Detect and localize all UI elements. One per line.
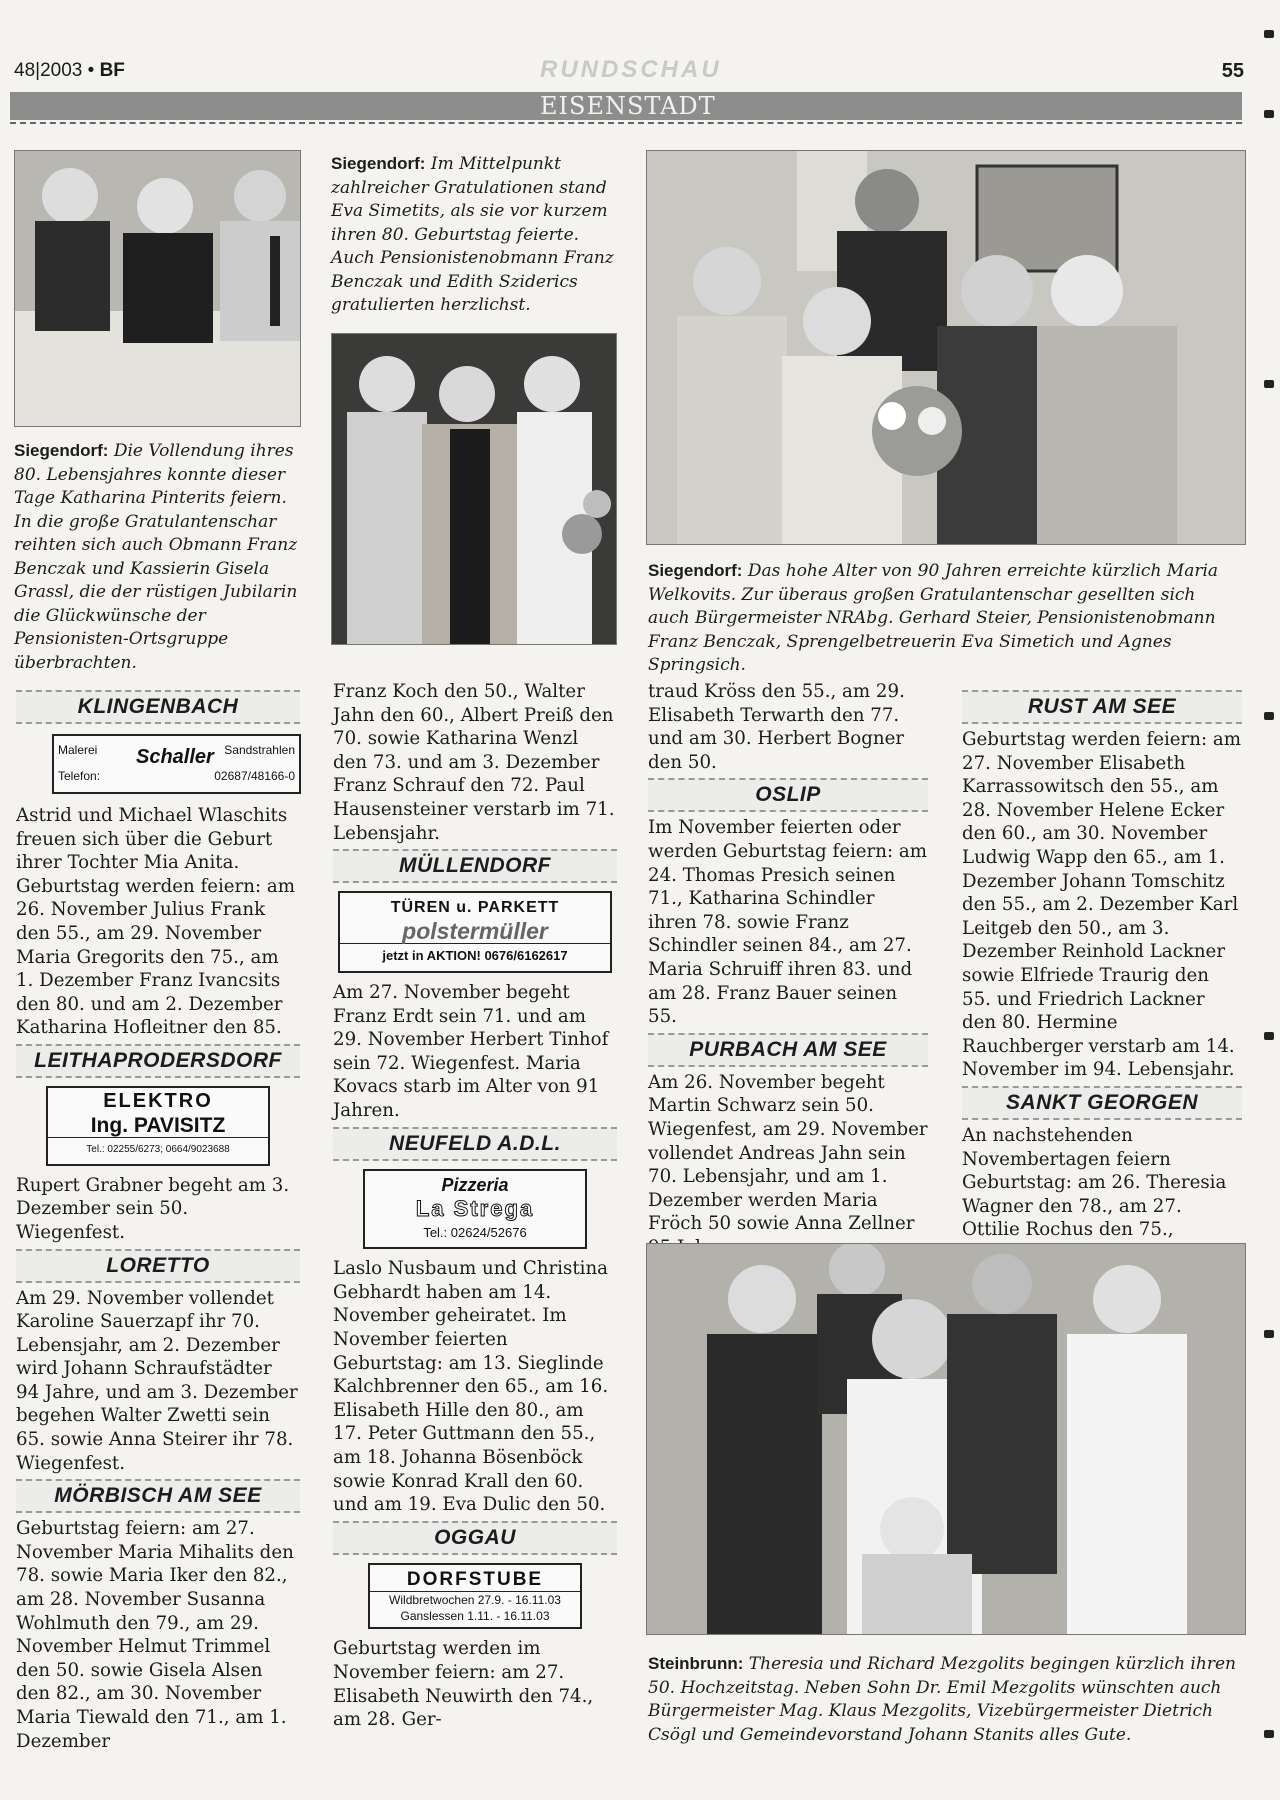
photo-simetits-image [332,334,616,644]
ad-la-strega-logo: La Strega [415,1196,535,1222]
heading-oslip: OSLIP [648,778,928,812]
caption-welkovits-text: Das hohe Alter von 90 Jahren erreichte kürzlich Maria Welkovits. Zur überaus großen Gratulantenschar gesellten sich auch Bürgermeister NRAbg. Gerhard Steier, Pensionistenobmann Franz Benczak, Sprengelbetreuerin Eva Simetich und Agnes Springsich. [648,561,1219,675]
header-divider [10,122,1242,124]
text-moerbisch: Geburtstag feiern: am 27. November Maria Mihalits den 78. sowie Maria Iker den 82., am 28. November Susanna Wohlmuth den 79., am 29. November Helmut Trimmel den 50. sowie Gisela Alsen den 82., am 30. November Maria Tiewald den 71., am 1. Dezember [16,1518,294,1752]
scan-mark [1264,110,1274,118]
heading-moerbisch: MÖRBISCH AM SEE [16,1479,300,1513]
column-4 [962,686,1242,1242]
scan-mark [1264,712,1274,720]
caption-welkovits [648,559,1242,678]
caption-pinterits-text: Die Vollendung ihres 80. Lebensjahres konnte dieser Tage Katharina Pinterits feiern. In die große Gratulantenschar reihten sich auch Obmann Franz Benczak und Kassierin Gisela Grassl, die der rüstigen Jubilarin die Glückwünsche der Pensionisten-Ortsgruppe überbrachten. [14,441,298,673]
heading-loretto: LORETTO [16,1249,300,1283]
photo-pinterits-image [15,151,300,426]
text-leithaprodersdorf: Rupert Grabner begeht am 3. Dezember sein 50. Wiegenfest. [16,1174,290,1243]
text-rust: Geburtstag werden feiern: am 27. November Elisabeth Karrassowitsch den 55., am 28. November Helene Ecker den 60., am 30. November Ludwig Wapp den 65., am 1. Dezember Johann Tomschitz den 55., am 2. Dezember Karl Leitgeb den 50., am 3. Dezember Reinhold Lackner sowie Elfriede Traurig den 55. und Friedrich Lackner den 80. Hermine Rauchberger verstarb am 14. November im 94. Lebensjahr. [962,729,1241,1081]
ad-polstermueller [338,891,612,973]
photo-welkovits [646,150,1246,545]
ad-schaller-line1: Malerei [58,743,98,757]
heading-klingenbach: KLINGENBACH [16,690,300,724]
photo-simetits [331,333,617,645]
ad-la-strega-phone: Tel.: 02624/52676 [423,1224,527,1240]
text-continued-col3: traud Kröss den 55., am 29. Elisabeth Terwarth den 77. und am 30. Herbert Bogner den 50. [648,681,905,773]
brand-label: BF [99,60,125,81]
photo-mezgolits-image [647,1244,1245,1634]
text-oslip: Im November feierten oder werden Geburtstag feiern: am 24. Thomas Presich seinen 71., Katharina Schindler ihren 78. sowie Franz Schindler seinen 84., am 27. Maria Schruiff ihren 83. und am 28. Franz Bauer seinen 55. [648,817,927,1028]
ad-schaller-line2: Sandstrahlen [224,743,295,757]
photo-mezgolits [646,1243,1246,1635]
column-3 [648,680,928,1259]
text-muellendorf: Am 27. November begeht Franz Erdt sein 71. und am 29. November Herbert Tinhof sein 72. Wiegenfest. Maria Kovacs starb im Alter von 91 Jahren. [333,981,609,1121]
ad-la-strega-line1: Pizzeria [441,1174,509,1195]
heading-neufeld: NEUFELD A.D.L. [333,1127,617,1161]
caption-mezgolits-text: Theresia und Richard Mezgolits begingen kürzlich ihren 50. Hochzeitstag. Neben Sohn Dr. Emil Mezgolits wünschten auch Bürgermeister Mag. Klaus Mezgolits, Vizebürgermeister Dietrich Csögl und Gemeindevorstand Johann Stanits alles Gute. [648,1654,1236,1745]
heading-rust: RUST AM SEE [962,690,1242,724]
region-banner [10,92,1242,120]
heading-sankt-georgen: SANKT GEORGEN [962,1086,1242,1120]
text-purbach: Am 26. November begeht Martin Schwarz sein 50. Wiegenfest, am 29. November vollendet Andreas Jahn sein 70. Lebensjahr, und am 1. Dezember werden Maria Fröch 50 sowie Anna Zellner [648,1071,928,1235]
caption-simetits-place: Siegendorf: [331,154,426,173]
ad-schaller-line3: Telefon: [58,769,101,784]
caption-pinterits [14,439,299,675]
ad-dorfstube-line1: Wildbretwochen 27.9. - 16.11.03 [389,1593,561,1608]
heading-purbach: PURBACH AM SEE [648,1033,928,1067]
column-2 [333,680,617,1732]
ad-la-strega [363,1169,587,1250]
caption-welkovits-place: Siegendorf: [648,561,743,580]
ad-polstermueller-phone: jetzt in AKTION! 0676/6162617 [340,943,610,968]
ad-dorfstube [368,1563,582,1630]
text-sankt-georgen: An nachstehenden Novembertagen feiern Geburtstag: am 26. Theresia Wagner den 78., am 27. Ottilie Rochus den 75., [962,1124,1227,1241]
caption-pinterits-place: Siegendorf: [14,441,109,460]
column-1 [16,686,300,1753]
magazine-title: RUNDSCHAU [540,56,722,83]
ad-pavisitz-line1: ELEKTRO [103,1089,213,1112]
ad-pavisitz-line2: Ing. PAVISITZ [90,1113,226,1137]
scan-mark [1264,1032,1274,1040]
scan-mark [1264,380,1274,388]
ad-polstermueller-logo: polstermüller [402,917,548,944]
heading-leithaprodersdorf: LEITHAPRODERSDORF [16,1044,300,1078]
text-oggau: Geburtstag werden im November feiern: am 27. Elisabeth Neuwirth den 74., am 28. Ger- [333,1638,594,1731]
caption-simetits-text: Im Mittelpunkt zahlreicher Gratulationen stand Eva Simetits, als sie vor kurzem ihren 80. Geburtstag feierte. Auch Pensionistenobmann Franz Benczak und Edith Sziderics gratulierten herzlichst. [331,154,614,315]
text-loretto: Am 29. November vollendet Karoline Sauerzapf ihr 70. Lebensjahr, am 2. Dezember wird Johann Schraufstädter 94 Jahre, und am 3. Dezember begehen Walter Zwetti sein 65. sowie Anna Steirer ihr 78. Wiegenfest. [16,1287,298,1474]
heading-oggau: OGGAU [333,1521,617,1555]
caption-mezgolits [648,1652,1242,1747]
text-neufeld: Laslo Nusbaum und Christina Gebhardt haben am 14. November geheiratet. Im November feierten Geburtstag: am 13. Sieglinde Kalchbrenner den 65., am 16. Elisabeth Hille den 80., am 17. Peter Guttmann den 55., am 18. Johanna Bösenböck sowie Konrad Krall den 60. und am 19. Eva Dulic den 50. [333,1258,609,1516]
caption-simetits [331,152,615,318]
issue-number: 48|2003 • [14,60,95,81]
issue-folio [14,60,125,82]
text-klingenbach: Astrid und Michael Wlaschits freuen sich über die Geburt ihrer Tochter Mia Anita. Geburtstag werden feiern: am 26. November Julius Frank den 55., am 29. November Maria Gregorits den 75., am 1. Dezember Franz Ivancsits den 80. und am 2. Dezember Katharina Hofleitner den 85. [16,805,295,1039]
heading-muellendorf: MÜLLENDORF [333,849,617,883]
photo-welkovits-image [647,151,1245,544]
ad-polstermueller-line1: TÜREN u. PARKETT [390,899,560,917]
ad-pavisitz [46,1086,270,1166]
region-title: EISENSTADT [540,92,716,120]
scan-mark [1264,30,1274,38]
ad-schaller-phone: 02687/48166-0 [214,769,295,784]
ad-schaller-logo: Schaller [136,746,214,768]
page-number: 55 [1221,60,1244,82]
caption-mezgolits-place: Steinbrunn: [648,1654,744,1673]
ad-dorfstube-title: DORFSTUBE [370,1568,580,1593]
text-continued-col2: Franz Koch den 50., Walter Jahn den 60., Albert Preiß den 70. sowie Katharina Wenzl den 73. und am 3. Dezember Franz Schrauf den 72. Paul Hausensteiner verstarb im 71. Lebensjahr. [333,681,615,844]
ad-pavisitz-phone: Tel.: 02255/6273; 0664/9023688 [48,1137,268,1162]
scan-mark [1264,1330,1274,1338]
photo-pinterits [14,150,301,427]
scan-mark [1264,1730,1274,1738]
ad-schaller [52,734,301,794]
ad-dorfstube-line2: Ganslessen 1.11. - 16.11.03 [400,1609,550,1624]
